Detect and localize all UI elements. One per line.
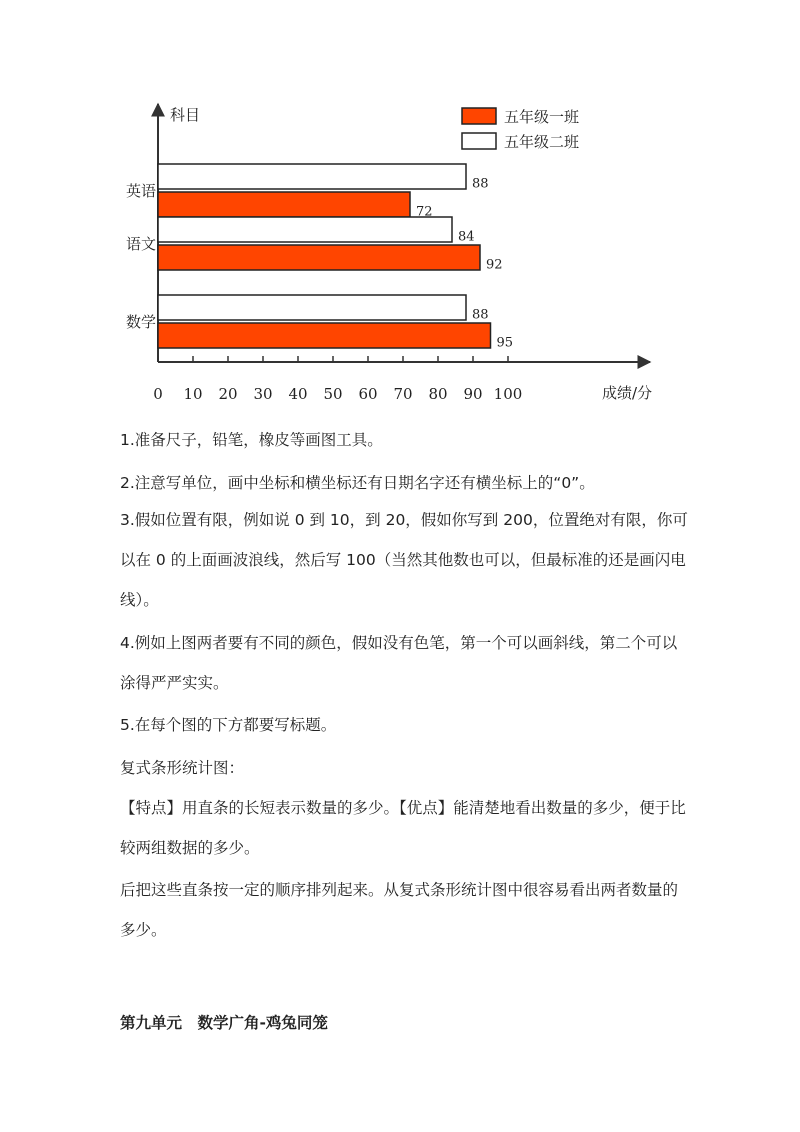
bar-class-1 (158, 192, 410, 217)
legend-label: 五年级二班 (504, 133, 580, 151)
bar-value-label: 72 (416, 204, 433, 220)
compound-bar-chart (110, 92, 670, 412)
paragraph-1: 1.准备尺子，铅笔，橡皮等画图工具。 (120, 431, 383, 449)
paragraph-4: 4.例如上图两者要有不同的颜色，假如没有色笔，第一个可以画斜线，第二个可以涂得严严实实。 (120, 634, 678, 692)
paragraph-5: 5.在每个图的下方都要写标题。 (120, 716, 337, 734)
bar-value-label: 92 (486, 257, 503, 273)
section-heading: 第九单元 数学广角-鸡兔同笼 (120, 1014, 328, 1032)
bar-class-2 (158, 164, 466, 189)
bar-value-label: 95 (496, 335, 514, 351)
bar-class-2 (158, 295, 466, 320)
category-label: 数学 (125, 313, 156, 331)
chart-bars (158, 164, 491, 348)
x-tick-label: 30 (253, 385, 273, 403)
paragraph-2: 2.注意写单位，画中坐标和横坐标还有日期名字还有横坐标上的“0”。 (120, 474, 595, 492)
chart-legend (462, 108, 579, 151)
x-tick-label: 0 (153, 385, 163, 403)
y-axis-label: 科目 (170, 106, 201, 124)
bar-class-2 (158, 217, 452, 242)
x-tick-label: 40 (288, 385, 308, 403)
bar-value-label: 88 (472, 307, 489, 323)
x-tick-label: 90 (463, 385, 483, 403)
paragraph-7: 【特点】用直条的长短表示数量的多少。【优点】能清楚地看出数量的多少，便于比较两组数据的多少。 (120, 799, 686, 857)
category-label: 语文 (125, 235, 156, 253)
legend-label: 五年级一班 (504, 108, 580, 126)
x-axis-label: 成绩/分 (602, 384, 653, 402)
category-label: 英语 (125, 182, 156, 200)
x-tick-label: 100 (493, 385, 523, 403)
x-tick-label: 10 (183, 385, 203, 403)
x-tick-label: 20 (218, 385, 238, 403)
bar-value-label: 84 (458, 229, 475, 245)
x-tick-label: 70 (393, 385, 413, 403)
legend-swatch (462, 133, 496, 149)
bar-class-1 (158, 323, 491, 348)
paragraph-6: 复式条形统计图： (120, 759, 245, 777)
bar-class-1 (158, 245, 480, 270)
bar-value-label: 88 (472, 176, 489, 192)
x-tick-label: 60 (358, 385, 378, 403)
x-tick-label: 50 (323, 385, 343, 403)
paragraph-3: 3.假如位置有限，例如说 0 到 10，到 20，假如你写到 200，位置绝对有限，你可以在 0 的上面画波浪线，然后写 100（当然其他数也可以，但最标准的还是画闪电线）。 (120, 511, 688, 609)
x-tick-label: 80 (428, 385, 448, 403)
paragraph-8: 后把这些直条按一定的顺序排列起来。从复式条形统计图中很容易看出两者数量的多少。 (120, 881, 679, 939)
legend-swatch (462, 108, 496, 124)
